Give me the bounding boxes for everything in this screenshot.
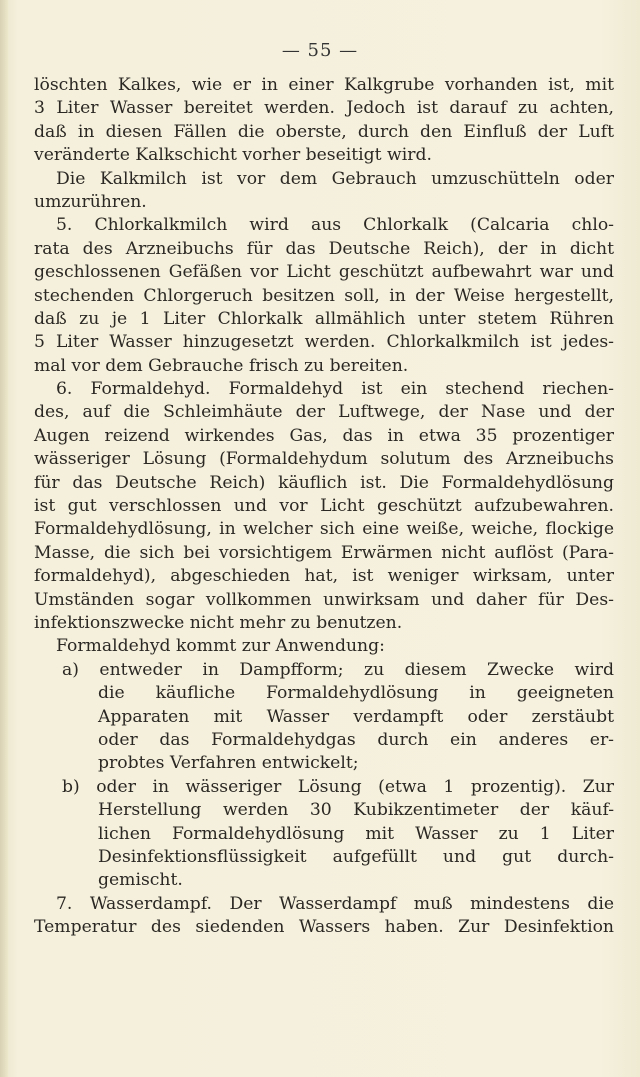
text-line: Formaldehydlösung, in welcher sich eine weiße, weiche, flockige bbox=[34, 519, 614, 540]
text-line: daß in diesen Fällen die oberste, durch den Einfluß der Luft bbox=[34, 121, 614, 142]
text-line: für das Deutsche Reich) käuflich ist. Die Formaldehydlösung bbox=[34, 472, 614, 493]
text-line: wässeriger Lösung (Formaldehydum solutum des Arzneibuchs bbox=[34, 449, 614, 470]
text-line: probtes Verfahren entwickelt; bbox=[98, 753, 359, 774]
text-line: b) oder in wässeriger Lösung (etwa 1 prozentig). Zur bbox=[62, 776, 614, 797]
text-line: stechenden Chlorgeruch besitzen soll, in der Weise hergestellt, bbox=[34, 285, 614, 306]
text-line: Formaldehyd kommt zur Anwendung: bbox=[56, 636, 385, 657]
text-line: mal vor dem Gebrauche frisch zu bereiten. bbox=[34, 355, 409, 376]
text-line: 5 Liter Wasser hinzugesetzt werden. Chlorkalkmilch ist jedes- bbox=[34, 332, 614, 353]
text-line: löschten Kalkes, wie er in einer Kalkgrube vorhanden ist, mit bbox=[34, 75, 614, 95]
text-line: Apparaten mit Wasser verdampft oder zerstäubt bbox=[98, 706, 614, 727]
body-text bbox=[34, 74, 614, 939]
text-line: 3 Liter Wasser bereitet werden. Jedoch ist darauf zu achten, bbox=[34, 98, 614, 119]
text-line: Temperatur des siedenden Wassers haben. Zur Desinfektion bbox=[34, 917, 614, 938]
text-line: geschlossenen Gefäßen vor Licht geschützt aufbewahrt war und bbox=[34, 262, 614, 283]
text-line: 5. Chlorkalkmilch wird aus Chlorkalk (Calcaria chlo- bbox=[56, 215, 614, 236]
text-line: ist gut verschlossen und vor Licht geschützt aufzubewahren. bbox=[34, 496, 614, 517]
text-line: gemischt. bbox=[98, 870, 183, 891]
text-line: Masse, die sich bei vorsichtigem Erwärmen nicht auflöst (Para- bbox=[34, 542, 614, 563]
text-line: oder das Formaldehydgas durch ein anderes er- bbox=[98, 729, 614, 750]
text-line: infektionszwecke nicht mehr zu benutzen. bbox=[34, 612, 403, 633]
text-line: Umständen sogar vollkommen unwirksam und daher für Des- bbox=[34, 589, 614, 610]
text-line: 7. Wasserdampf. Der Wasserdampf muß mindestens die bbox=[56, 893, 614, 914]
text-line: umzurühren. bbox=[34, 191, 147, 212]
text-line: die käufliche Formaldehydlösung in geeigneten bbox=[98, 683, 614, 704]
text-line: veränderte Kalkschicht vorher beseitigt wird. bbox=[34, 145, 432, 166]
text-line: 6. Formaldehyd. Formaldehyd ist ein stechend riechen- bbox=[56, 379, 614, 400]
text-line: Herstellung werden 30 Kubikzentimeter der käuf- bbox=[98, 800, 614, 821]
text-line: Augen reizend wirkendes Gas, das in etwa 35 prozentiger bbox=[34, 425, 614, 446]
page-number: — 55 — bbox=[281, 40, 359, 61]
text-line: Desinfektionsflüssigkeit aufgefüllt und gut durch- bbox=[98, 846, 614, 867]
page-gutter bbox=[0, 0, 8, 1077]
text-line: Die Kalkmilch ist vor dem Gebrauch umzuschütteln oder bbox=[56, 168, 614, 189]
text-line: rata des Arzneibuchs für das Deutsche Reich), der in dicht bbox=[34, 238, 614, 259]
text-line: a) entweder in Dampfform; zu diesem Zwecke wird bbox=[62, 659, 614, 680]
text-line: formaldehyd), abgeschieden hat, ist weniger wirksam, unter bbox=[34, 566, 614, 587]
text-line: daß zu je 1 Liter Chlorkalk allmählich unter stetem Rühren bbox=[34, 308, 614, 329]
text-line: lichen Formaldehydlösung mit Wasser zu 1 Liter bbox=[98, 823, 614, 844]
text-line: des, auf die Schleimhäute der Luftwege, der Nase und der bbox=[34, 402, 614, 423]
